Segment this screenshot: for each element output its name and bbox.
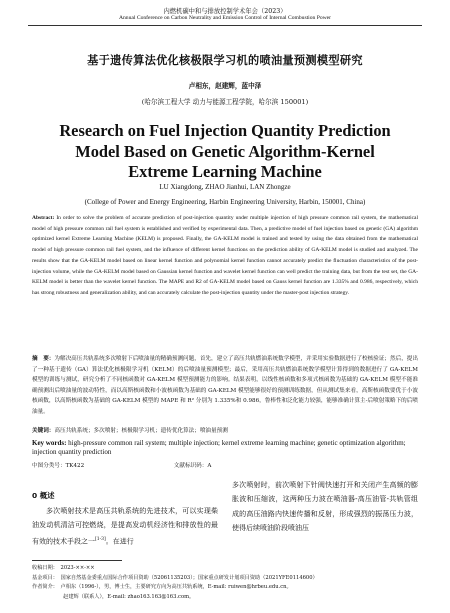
title-en-line: Extreme Learning Machine: [128, 162, 322, 181]
keywords-en: [32, 439, 418, 457]
running-header-en: Annual Conference on Carbon Neutrality and Emission Control of Internal Combustion Power: [118, 15, 332, 21]
authors-cn: 卢相东，赵建辉，蓝中泽: [188, 82, 262, 90]
title-en-line: Research on Fuel Injection Quantity Prediction: [59, 121, 391, 140]
body-column-right: 多次喷射时，前次喷射下针阀快速打开和关闭产生高频的膨胀波和压缩波，这两种压力波在喷油器-高压油管-共轨管组成的高压油路内快速传播和反射，形成强烈的振荡压力波，使得后续喷油阶段喷油压: [232, 481, 418, 533]
body-left-tail: 。在进行: [105, 537, 134, 546]
footnote-contact: 赵建辉（联系人），E-mail: zhao163.163@163.com。: [32, 593, 195, 600]
authors-en: LU Xiangdong, ZHAO Jianhui, LAN Zhongze: [159, 183, 291, 191]
clc-code: 中图分类号：TK422: [32, 463, 85, 469]
abstract-en: [32, 213, 418, 299]
keywords-en-text: high-pressure common rail system; multiple injection; kernel extreme learning machine; genetic optimization algorithm; injection quantity prediction: [32, 439, 406, 457]
title-cn: 基于遗传算法优化核极限学习机的喷油量预测模型研究: [87, 54, 363, 67]
keywords-cn-text: 高压共轨系统；多次喷射；核极限学习机；遗传优化算法；喷油量预测: [54, 428, 228, 434]
title-en: [0, 121, 450, 183]
abstract-cn: [32, 354, 418, 418]
keywords-cn: [32, 426, 418, 437]
abstract-en-text: In order to solve the problem of accurate prediction of post-injection quantity under multiple injection of high pressure common rail system, the mathematical model of high pressure common rail fuel system is established and verified by experimental data. Then, a predictive model of fuel injection based on genetic (GA) algorithm optimized kernel Extreme Learning Machine (KELM) is proposed. Finally, the GA-KELM model is trained and tested by using the data obtained from the mathematical model of high pressure common rail fuel system, and the influence of different kernel functions on the prediction ability of GA-KELM model is studied and analyzed. The results show that the GA-KELM model based on linear kernel function and polynomial kernel function cannot accurately predict the fluctuation characteristics of the post-injection volume, while the GA-KELM model based on Gaussian kernel function and wavelet kernel function can well predict the training data, but from the test set, the GA-KELM model is better than the wavelet kernel function. The MAPE and R2 of GA-KELM model based on Gauss kernel function are 1.335% and 0.986, respectively, which has strong robustness and generalization ability, and can accurately calculate the post-injection quantity under the master-post injection strategy.: [32, 215, 419, 296]
abstract-cn-label: 摘 要：: [32, 356, 55, 362]
affiliation-en: (College of Power and Energy Engineering, Harbin Engineering University, Harbin, 150001, China): [84, 198, 366, 206]
title-en-line: Model Based on Genetic Algorithm-Kernel: [75, 141, 375, 161]
section-heading: 0 概述: [32, 491, 55, 500]
keywords-cn-label: 关键词：: [32, 428, 55, 434]
citation: [1-3]: [95, 536, 106, 542]
keywords-en-label: Key words:: [32, 439, 67, 447]
affiliation-cn: (哈尔滨工程大学 动力与能源工程学院，哈尔滨 150001): [141, 98, 309, 106]
running-header-cn: 内燃机碳中和与排放控制学术年会（2023）: [163, 8, 287, 15]
body-column-left: [32, 504, 218, 549]
footnotes: [32, 564, 422, 602]
abstract-cn-text: 为解决高压共轨系统多次喷射下后喷油量的精确预测问题，首先，建立了高压共轨燃油系统数学模型，并采用实验数据进行了校核验证；然后，提出了一种基于遗传（GA）算法优化核极限学习机（KELM）的后喷油量预测模型；最后，采用高压共轨燃油系统数学模型计算得到的数据进行了 GA-KELM 模型的训练与测试，研究分析了不同核函数对 GA-KELM 模型预测能力的影响。结果表明，以线性核函数和多项式核函数为基础的 GA-KELM 模型不能准确预测出后喷油量的波动特性，而以高斯核函数和小波核函数为基础的 GA-KELM 模型能够很好的预测训练数据，但从测试集来看，高斯核函数要优于小波核函数，以高斯核函数为基础的 GA-KELM 模型的 MAPE 和 R² 分别为 1.335%和 0.986，鲁棒性和泛化能力较强，能够准确计算主-后喷射策略下的后喷油量。: [32, 356, 418, 415]
abstract-en-label: Abstract:: [32, 215, 55, 221]
footnote-received: 收稿日期： 2023-××-××: [32, 565, 95, 571]
body-left-text: 多次喷射技术是高压共轨系统的先进技术，可以实现柴油发动机清洁可控燃烧，是提高发动机经济性和排放性的最有效的技术手段之一: [32, 507, 218, 546]
document-code: 文献标识码：A: [173, 463, 212, 469]
footnote-funding: 基金项目： 国家自然基金委重点国际合作项目资助（52061135203）；国家重点研发计划项目资助（2021YFE0114600）: [32, 574, 318, 581]
header-rule: [28, 25, 422, 26]
footnote-author-bio: 作者简介： 卢相东（1996-），男，博士生，主要研究方向为高压共轨系统，E-mail: ruiwen@hrbeu.edu.cn。: [32, 584, 292, 591]
footnote-rule: [32, 560, 122, 561]
classification-line: [32, 461, 418, 469]
